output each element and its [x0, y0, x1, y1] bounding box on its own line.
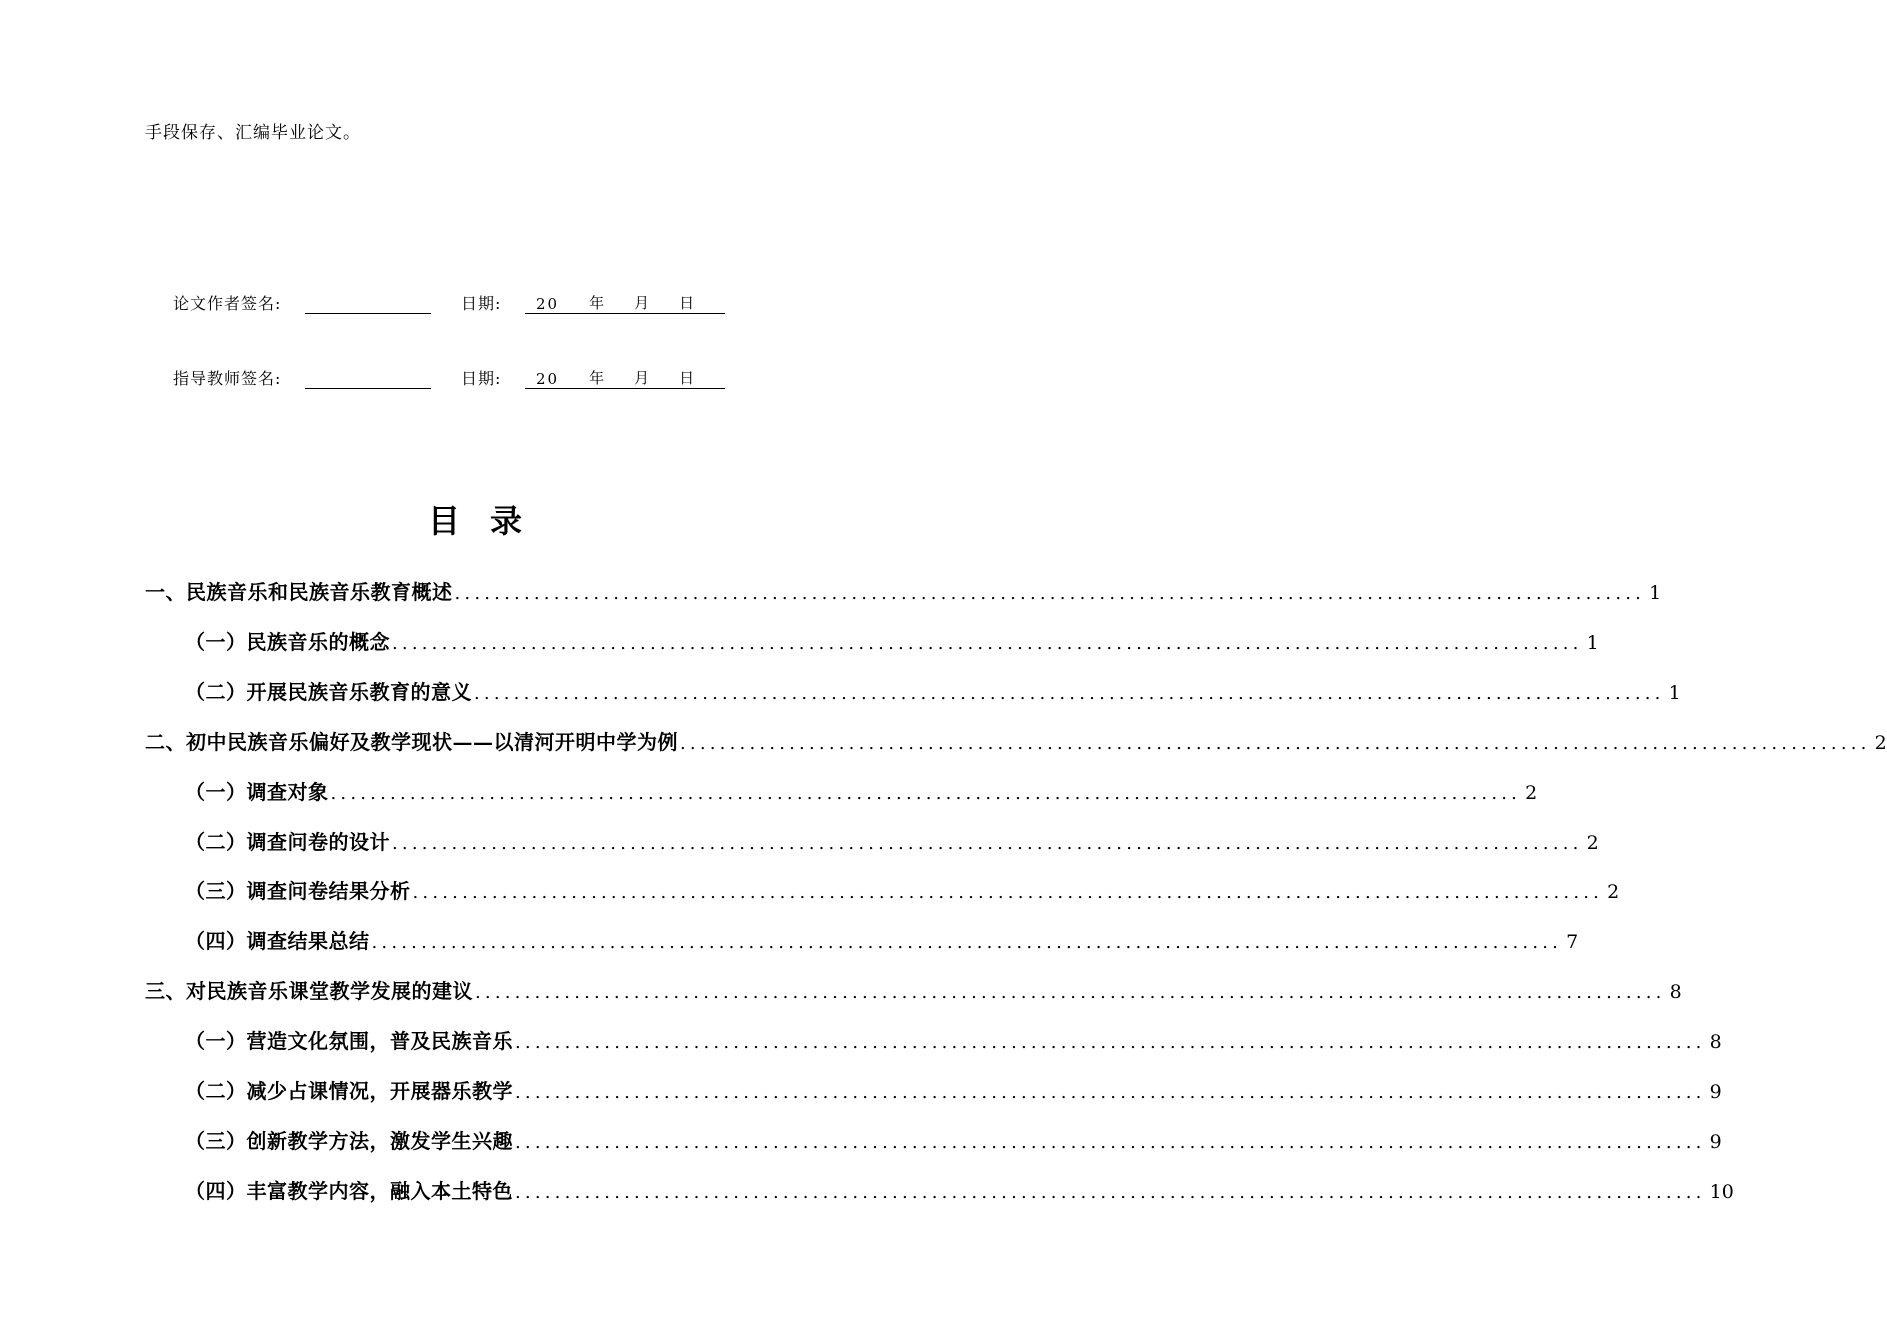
- toc-entry: [145, 975, 1682, 1004]
- toc-entry-title: 一、民族音乐和民族音乐教育概述: [145, 580, 453, 604]
- toc-entry-title: 二、初中民族音乐偏好及教学现状——以清河开明中学为例: [145, 729, 678, 754]
- advisor-signature-field: [305, 370, 431, 389]
- toc-entry: [185, 826, 1599, 854]
- toc-leader-dots: ........................................................................................................................: [515, 1181, 1706, 1203]
- toc-entry-page: 10: [1709, 1180, 1734, 1203]
- toc-leader-dots: ........................................................................................................................: [412, 882, 1604, 904]
- toc-entry-page: 9: [1709, 1130, 1722, 1153]
- toc-leader-dots: ........................................................................................................................: [515, 1032, 1706, 1054]
- toc-entry-page: 8: [1709, 1031, 1722, 1054]
- toc-leader-dots: ........................................................................................................................: [392, 632, 1583, 654]
- toc-leader-dots: ........................................................................................................................: [371, 932, 1563, 954]
- toc-entry-title: （一）营造文化氛围，普及民族音乐: [185, 1029, 513, 1054]
- toc-entry-title: （一）民族音乐的概念: [185, 629, 390, 654]
- advisor-date-month-unit: 月: [634, 369, 650, 387]
- author-date-month-unit: 月: [634, 294, 650, 312]
- toc-leader-dots: ........................................................................................................................: [474, 682, 1665, 704]
- toc-leader-dots: ........................................................................................................................: [330, 782, 1522, 804]
- author-date-label: 日期:: [461, 294, 502, 313]
- advisor-date-year: 20: [536, 370, 560, 388]
- advisor-signature-row: [173, 365, 725, 389]
- toc-entry: [185, 776, 1538, 804]
- author-date-year-unit: 年: [589, 294, 605, 312]
- author-date-day-unit: 日: [679, 294, 695, 312]
- advisor-date-day-unit: 日: [679, 369, 695, 387]
- author-date-year: 20: [536, 295, 560, 313]
- toc-entry-title: 三、对民族音乐课堂教学发展的建议: [145, 979, 473, 1004]
- toc-entry-page: 8: [1669, 981, 1682, 1004]
- toc-leader-dots: ........................................................................................................................: [454, 583, 1646, 604]
- intro-text: 手段保存、汇编毕业论文。: [145, 123, 361, 143]
- toc-leader-dots: ........................................................................................................................: [515, 1082, 1706, 1103]
- toc-entry-title: （三）创新教学方法，激发学生兴趣: [185, 1128, 513, 1153]
- toc-entry-page: 1: [1668, 681, 1681, 704]
- toc-entry-page: 2: [1525, 781, 1538, 804]
- toc-entry-page: 9: [1709, 1081, 1722, 1103]
- toc-entry-title: （二）减少占课情况，开展器乐教学: [185, 1079, 513, 1103]
- advisor-date-year-unit: 年: [589, 369, 605, 387]
- toc-entry-title: （四）丰富教学内容，融入本土特色: [185, 1178, 513, 1203]
- toc-entry-title: （一）调查对象: [185, 779, 329, 804]
- toc-leader-dots: ........................................................................................................................: [680, 732, 1871, 754]
- author-date-field: [525, 293, 725, 314]
- toc-entry: [145, 576, 1662, 604]
- toc-entry-title: （三）调查问卷结果分析: [185, 879, 411, 904]
- advisor-date-field: [525, 368, 725, 389]
- toc-entry-page: 2: [1874, 731, 1887, 754]
- author-signature-label: 论文作者签名:: [173, 294, 282, 313]
- advisor-date-label: 日期:: [461, 369, 502, 388]
- toc-entry: [185, 925, 1579, 954]
- author-signature-row: [173, 290, 725, 314]
- toc-entry-page: 1: [1649, 582, 1662, 604]
- toc-leader-dots: ........................................................................................................................: [475, 982, 1666, 1004]
- toc-entry: [185, 1025, 1722, 1054]
- toc-entry-title: （二）开展民族音乐教育的意义: [185, 679, 472, 704]
- advisor-signature-label: 指导教师签名:: [173, 369, 282, 388]
- toc-entry-title: （二）调查问卷的设计: [185, 829, 390, 854]
- toc-leader-dots: ........................................................................................................................: [392, 832, 1583, 854]
- toc-entry-page: 1: [1586, 631, 1599, 654]
- toc-entry-title: （四）调查结果总结: [185, 929, 370, 954]
- toc-entry: [185, 1075, 1722, 1103]
- toc-entry: [185, 875, 1620, 904]
- toc-title: 目录: [427, 502, 552, 540]
- toc-entry: [145, 726, 1887, 754]
- author-signature-field: [305, 295, 431, 314]
- toc-entry: [185, 1125, 1722, 1153]
- toc-entry: [185, 1175, 1734, 1203]
- toc-leader-dots: ........................................................................................................................: [515, 1131, 1706, 1153]
- toc-entry-page: 2: [1586, 831, 1599, 854]
- toc-entry-page: 2: [1607, 881, 1620, 904]
- toc-entry: [185, 626, 1599, 654]
- toc-entry: [185, 676, 1681, 704]
- toc-entry-page: 7: [1566, 931, 1579, 954]
